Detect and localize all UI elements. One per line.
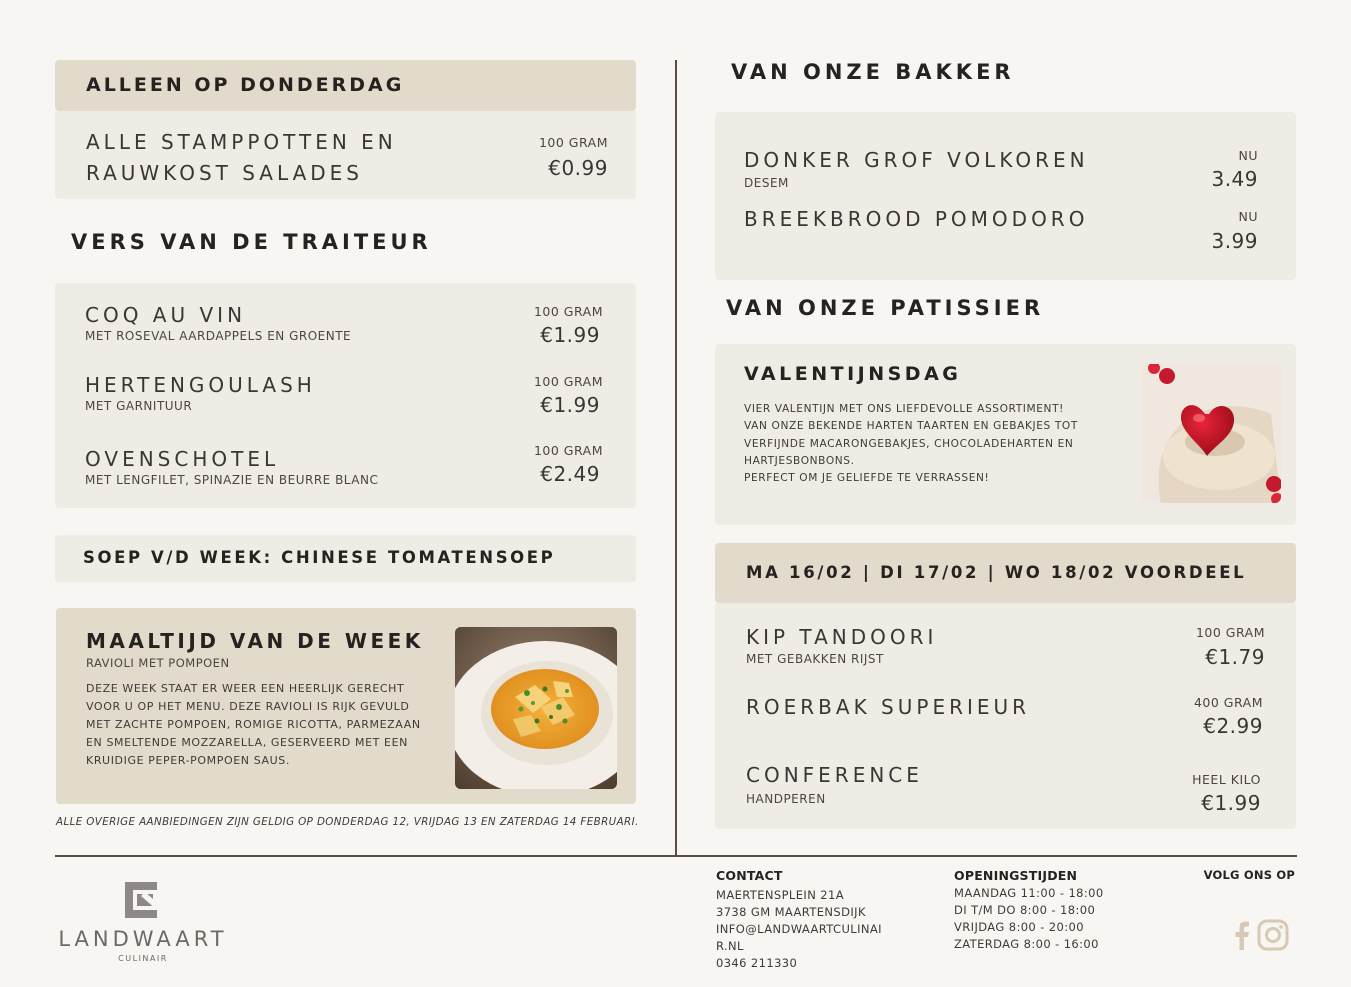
- voordeel-item-name: ROERBAK SUPERIEUR: [746, 695, 1031, 719]
- voordeel-header: [715, 543, 1296, 603]
- traiteur-item-unit: 100 GRAM: [533, 304, 603, 319]
- contact-email[interactable]: INFO@LANDWAARTCULINAI: [716, 922, 882, 936]
- traiteur-item-sub: MET GARNITUUR: [85, 399, 193, 413]
- hours-title: OPENINGSTIJDEN: [954, 868, 1078, 883]
- hours-block: [954, 868, 1104, 953]
- bakker-item-price: 3.99: [1211, 229, 1258, 253]
- traiteur-item-unit: 100 GRAM: [533, 374, 603, 389]
- traiteur-item-name: OVENSCHOTEL: [85, 447, 280, 471]
- voordeel-item-price: €2.99: [1203, 714, 1263, 738]
- meal-description-line: EN SMELTENDE MOZZARELLA, GESERVEERD MET EEN: [86, 736, 408, 749]
- footer-divider: [55, 855, 1297, 857]
- traiteur-item-sub: MET ROSEVAL AARDAPPELS EN GROENTE: [85, 329, 352, 343]
- traiteur-item-price: €1.99: [540, 393, 600, 417]
- hours-line: MAANDAG 11:00 - 18:00: [954, 886, 1104, 900]
- hours-line: VRIJDAG 8:00 - 20:00: [954, 920, 1084, 934]
- validity-footnote: ALLE OVERIGE AANBIEDINGEN ZIJN GELDIG OP DONDERDAG 12, VRIJDAG 13 EN ZATERDAG 14 FEBRUARI.: [56, 816, 639, 828]
- logo-mark-icon: [123, 880, 163, 920]
- heart-cake-graphic: [1141, 364, 1281, 503]
- ravioli-plate-image: [455, 627, 617, 789]
- voordeel-item-name: KIP TANDOORI: [746, 625, 938, 649]
- thursday-item-name-line2: RAUWKOST SALADES: [86, 161, 363, 185]
- thursday-panel: [55, 111, 636, 199]
- thursday-price: €0.99: [548, 156, 608, 180]
- patissier-card: [715, 344, 1296, 525]
- patissier-description-line: VIER VALENTIJN MET ONS LIEFDEVOLLE ASSORTIMENT!: [744, 403, 1064, 415]
- voordeel-header-title: MA 16/02 | DI 17/02 | WO 18/02 VOORDEEL: [746, 563, 1247, 582]
- patissier-description-line: VAN ONZE BEKENDE HARTEN TAARTEN EN GEBAKJES TOT: [744, 420, 1078, 433]
- meal-description-line: KRUIDIGE PEPER-POMPOEN SAUS.: [86, 754, 290, 767]
- instagram-icon[interactable]: [1257, 919, 1289, 951]
- traiteur-item-name: HERTENGOULASH: [85, 373, 316, 397]
- contact-email[interactable]: R.NL: [716, 939, 744, 953]
- traiteur-item-name: COQ AU VIN: [85, 303, 247, 327]
- voordeel-item-name: CONFERENCE: [746, 763, 923, 787]
- bakker-panel: [715, 112, 1296, 280]
- patissier-card-title: VALENTIJNSDAG: [744, 363, 962, 385]
- thursday-header: [55, 60, 636, 111]
- voordeel-item-price: €1.99: [1201, 791, 1261, 815]
- meal-description-line: VOOR U OP HET MENU. DEZE RAVIOLI IS RIJK GEVULD: [86, 700, 410, 713]
- traiteur-item: [55, 303, 636, 363]
- traiteur-item-price: €2.49: [540, 462, 600, 486]
- traiteur-item: [55, 443, 636, 507]
- landwaart-logo: [55, 880, 231, 966]
- bakker-item-name: DONKER GROF VOLKOREN: [744, 148, 1089, 172]
- meal-description-line: MET ZACHTE POMPOEN, ROMIGE RICOTTA, PARMEZAAN: [86, 718, 421, 731]
- logo-sub: CULINAIR: [118, 954, 168, 963]
- thursday-header-title: ALLEEN OP DONDERDAG: [86, 74, 405, 96]
- facebook-icon[interactable]: [1232, 920, 1252, 950]
- hours-line: DI T/M DO 8:00 - 18:00: [954, 903, 1096, 917]
- bakker-item-price: 3.49: [1211, 167, 1258, 191]
- bakker-item-name: BREEKBROOD POMODORO: [744, 207, 1089, 231]
- meal-of-week-card: [56, 608, 636, 804]
- patissier-description-line: VERFIJNDE MACARONGEBAKJES, CHOCOLADEHARTEN EN: [744, 437, 1074, 450]
- contact-title: CONTACT: [716, 868, 783, 883]
- bakker-item-sub: DESEM: [744, 176, 789, 190]
- voordeel-panel: [715, 603, 1296, 829]
- traiteur-item-price: €1.99: [540, 323, 600, 347]
- thursday-item-name-line1: ALLE STAMPPOTTEN EN: [86, 130, 397, 154]
- voordeel-item-sub: HANDPEREN: [746, 792, 826, 806]
- traiteur-item-unit: 100 GRAM: [533, 443, 603, 458]
- meal-description-line: DEZE WEEK STAAT ER WEER EEN HEERLIJK GERECHT: [86, 682, 405, 695]
- heart-cake-image: [1141, 364, 1281, 503]
- hours-line: ZATERDAG 8:00 - 16:00: [954, 937, 1099, 951]
- patissier-description: [744, 401, 1124, 487]
- voordeel-item-sub: MET GEBAKKEN RIJST: [746, 652, 884, 666]
- bakker-item-unit: NU: [1238, 148, 1258, 163]
- ravioli-plate-graphic: [455, 627, 617, 789]
- soup-label: SOEP V/D WEEK: CHINESE TOMATENSOEP: [83, 548, 556, 567]
- voordeel-item-unit: HEEL KILO: [1192, 772, 1261, 787]
- contact-line: 3738 GM MAARTENSDIJK: [716, 905, 866, 919]
- voordeel-item-unit: 100 GRAM: [1195, 625, 1265, 640]
- voordeel-item-price: €1.79: [1205, 645, 1265, 669]
- meal-description: [86, 680, 446, 770]
- traiteur-title: VERS VAN DE TRAITEUR: [71, 230, 432, 254]
- voordeel-item-unit: 400 GRAM: [1193, 695, 1263, 710]
- meal-title: MAALTIJD VAN DE WEEK: [86, 629, 424, 653]
- contact-phone[interactable]: 0346 211330: [716, 956, 798, 970]
- bakker-title: VAN ONZE BAKKER: [731, 60, 1015, 84]
- patissier-title: VAN ONZE PATISSIER: [726, 296, 1045, 320]
- traiteur-panel: [55, 283, 636, 508]
- meal-subtitle: RAVIOLI MET POMPOEN: [86, 656, 230, 670]
- patissier-description-line: PERFECT OM JE GELIEFDE TE VERRASSEN!: [744, 472, 990, 485]
- traiteur-item-sub: MET LENGFILET, SPINAZIE EN BEURRE BLANC: [85, 473, 379, 487]
- bakker-item-unit: NU: [1238, 209, 1258, 224]
- thursday-unit: 100 GRAM: [538, 135, 608, 150]
- contact-block: [716, 868, 882, 972]
- column-divider: [675, 60, 677, 855]
- patissier-description-line: HARTJESBONBONS.: [744, 454, 855, 467]
- contact-line: MAERTENSPLEIN 21A: [716, 888, 844, 902]
- social-title: VOLG ONS OP: [1203, 868, 1295, 882]
- logo-name: LANDWAART: [58, 927, 228, 951]
- soup-panel: [55, 535, 636, 582]
- traiteur-item: [55, 373, 636, 433]
